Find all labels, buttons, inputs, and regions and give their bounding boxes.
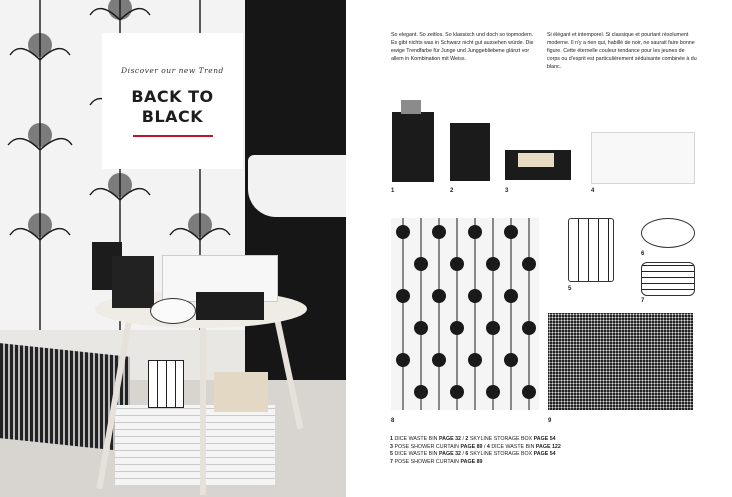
caption-product: SKYLINE STORAGE BOX bbox=[469, 436, 533, 442]
round-bowl bbox=[150, 298, 196, 324]
magazine-stack bbox=[115, 405, 275, 485]
caption-product: DICE WASTE BIN bbox=[394, 451, 438, 458]
caption-page: PAGE 54 bbox=[533, 451, 556, 458]
product-number-9: 9 bbox=[548, 418, 552, 424]
caption-num: 5 bbox=[390, 451, 393, 458]
product-number-8: 8 bbox=[391, 418, 395, 424]
soap-bar bbox=[518, 153, 554, 167]
caption-num: 3 bbox=[390, 443, 393, 450]
caption-product: DICE WASTE BIN bbox=[491, 443, 535, 450]
caption-page: PAGE 89 bbox=[460, 443, 483, 450]
dispenser-pump bbox=[401, 100, 421, 114]
caption-page: PAGE 32 bbox=[439, 436, 461, 442]
caption-page: PAGE 122 bbox=[535, 443, 561, 450]
product-1-soap-dispenser bbox=[392, 112, 434, 182]
caption-num: 6 bbox=[465, 451, 469, 458]
product-6-bowl bbox=[641, 218, 695, 248]
product-9-bath-mat bbox=[548, 313, 693, 410]
title-card bbox=[102, 33, 243, 169]
caption-line: 5 DICE WASTE BIN PAGE 32 / 6 SKYLINE STORAGE BOX PAGE 54 bbox=[390, 451, 556, 458]
product-number-2: 2 bbox=[450, 188, 454, 194]
product-number-7: 7 bbox=[641, 298, 645, 304]
intro-text-fr: Si élégant et intemporel. Si classique et pourtant résolument moderne. Il n'y a rien qui, habillé de noir, ne saurait faire bonne figure. Cette éternelle couleur tendance pour les jeunes de corps ou d'esprit est particulièrement séduisante combinée à du blanc. bbox=[547, 32, 697, 70]
caption-line: 3 POSE SHOWER CURTAIN PAGE 89 / 4 DICE WASTE BIN PAGE 122 bbox=[390, 443, 561, 450]
product-number-1: 1 bbox=[391, 188, 395, 194]
intro-text-de: So elegant. So zeitlos. So klassisch und doch so topmodern. Es gibt nichts was in Schwarz nicht gut aussehen würde. Die ewige Trendfarbe für Junge und Junggebliebene glänzt vor allem in Kombination mit Weiss. bbox=[391, 32, 534, 62]
table-leg bbox=[200, 315, 206, 495]
caption-product: DICE WASTE BIN bbox=[394, 436, 438, 442]
caption-line: 1 DICE WASTE BIN PAGE 32 / 2 SKYLINE STORAGE BOX PAGE 54 bbox=[390, 436, 556, 442]
product-7-dish-stack bbox=[641, 262, 695, 296]
product-number-4: 4 bbox=[591, 188, 595, 194]
product-4-tissue-box bbox=[591, 132, 695, 184]
caption-num: 1 bbox=[390, 436, 393, 442]
black-storage-box bbox=[112, 256, 154, 308]
curtain-pattern bbox=[391, 218, 539, 410]
soap-dish bbox=[196, 292, 264, 320]
grid-cup bbox=[148, 360, 184, 408]
caption-line bbox=[390, 459, 561, 467]
product-number-5: 5 bbox=[568, 286, 572, 292]
bathtub bbox=[248, 155, 346, 217]
caption-page: PAGE 32 bbox=[439, 451, 461, 458]
caption-num: 2 bbox=[465, 436, 469, 442]
title-line-1: BACK TO bbox=[131, 87, 214, 106]
caption-product: POSE SHOWER CURTAIN bbox=[394, 458, 459, 465]
caption-product: SKYLINE STORAGE BOX bbox=[469, 451, 533, 458]
product-number-6: 6 bbox=[641, 251, 645, 257]
title-line-2: BLACK bbox=[141, 107, 204, 126]
product-number-3: 3 bbox=[505, 188, 509, 194]
caption-product: POSE SHOWER CURTAIN bbox=[394, 443, 459, 450]
left-page-photo bbox=[0, 0, 346, 497]
caption-num: 4 bbox=[486, 443, 490, 450]
soap-bars bbox=[214, 372, 268, 412]
product-8-shower-curtain bbox=[391, 218, 539, 410]
title-accent-rule bbox=[133, 135, 213, 137]
page-title bbox=[102, 87, 243, 127]
product-captions bbox=[390, 436, 561, 466]
product-5-grid-cup bbox=[568, 218, 614, 282]
caption-page: PAGE 89 bbox=[460, 458, 483, 465]
caption-page: PAGE 54 bbox=[533, 436, 556, 442]
caption-num: 7 bbox=[390, 458, 393, 465]
product-2-tumbler bbox=[450, 123, 490, 181]
title-kicker: Discover our new Trend bbox=[121, 66, 224, 75]
